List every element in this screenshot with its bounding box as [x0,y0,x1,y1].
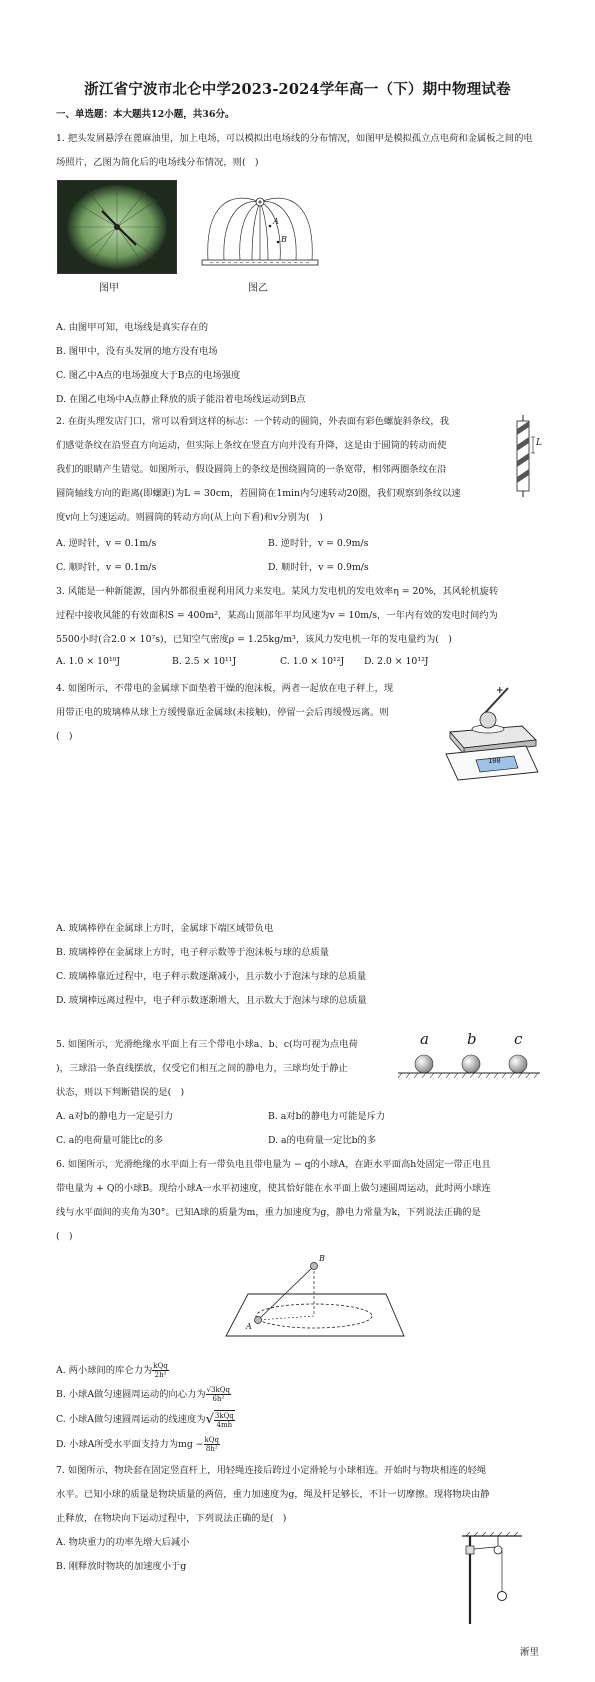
q2-line-1: 2. 在街头理发店门口，常可以看到这样的标志：一个转动的圆筒，外表面有彩色螺旋斜条纹，我 [56,416,449,427]
q2-barber-pole-art [513,415,547,497]
q6-option-c-fraction [214,1412,235,1429]
q7-line-3: 止释放，在物块向下运动过程中，下列说法正确的是( ) [56,1513,287,1524]
q6-option-a-fraction [152,1362,168,1379]
q1-stem: 1. 把头发屑悬浮在蓖麻油里，加上电场，可以模拟出电场线的分布情况，如图甲是模拟孤立点电荷和金属板之间的电场照片，乙图为简化后的电场线分布情况，则( ) [56,133,533,168]
q3-line-1: 3. 风能是一种新能源，国内外都很重视利用风力来发电。某风力发电机的发电效率η = 20%，其风轮机旋转 [56,586,499,597]
q5-ball-a-label: a [420,1030,429,1048]
q2-line-5: 度v向上匀速运动。则圆筒的转动方向(从上向下看)和v分别为( ) [56,512,323,523]
q6-line-1: 6. 如图所示，光滑绝缘的水平面上有一带负电且带电量为 − q的小球A，在距水平面高h处固定一带正电且 [56,1159,491,1170]
page-footer-mark: 淅里 [519,1647,539,1658]
q6-option-a [56,1362,169,1379]
q2-barber-pole [513,415,547,497]
q1-photo [57,180,177,274]
section-heading: 一、单选题：本大题共12小题，共36分。 [56,109,235,120]
q7-pulley-art [462,1532,522,1628]
q3-option-a: A. 1.0 × 10¹⁰J [56,656,121,667]
q2-option-d: D. 顺时针，v = 0.9m/s [268,562,369,573]
q5-option-c: C. a的电荷量可能比c的多 [56,1135,164,1146]
q7-line-2: 水平。已知小球的质量是物块质量的两倍，重力加速度为g，绳及杆足够长，不计一切摩擦。现将物块由静 [56,1489,490,1500]
q1-point-b-label: B [281,235,287,244]
q1-option-a: A. 由图甲可知，电场线是真实存在的 [56,322,209,333]
q6-circular-motion-art [208,1254,408,1340]
q5-option-a: A. a对b的静电力一定是引力 [56,1111,174,1122]
q1-field-diagram [200,180,320,276]
q4-option-b: B. 玻璃棒停在金属球上方时，电子秤示数等于泡沫板与球的总质量 [56,947,330,958]
q1-field-lines [200,180,320,276]
q7-pulley-figure [462,1532,522,1628]
q6-option-b-fraction [206,1386,231,1403]
q2-line-2: 们感觉条纹在沿竖直方向运动，但实际上条纹在竖直方向并没有升降，这是由于圆筒的转动而使 [56,440,447,451]
q4-scale-art [440,684,540,782]
sqrt-icon: √ [205,1412,214,1427]
q6-option-b [56,1386,231,1403]
q4-option-d: D. 玻璃棒远离过程中，电子秤示数逐渐增大，且示数大于泡沫与球的总质量 [56,995,367,1006]
q2-pitch-label: L [536,438,542,448]
q7-option-a: A. 物块重力的功率先增大后减小 [56,1537,190,1548]
q6-ball-a-label: A [246,1322,252,1331]
page-title: 浙江省宁波市北仑中学2023-2024学年高一（下）期中物理试卷 [84,81,511,98]
q4-line-3: ( ) [56,731,73,742]
q5-option-b: B. a对b的静电力可能是斥力 [268,1111,386,1122]
q4-scale-reading: 100 [488,757,501,765]
q4-option-a: A. 玻璃棒停在金属球上方时，金属球下端区域带负电 [56,923,274,934]
q6-line-4: ( ) [56,1231,73,1242]
q4-plus-sign: + [496,686,504,696]
q6-option-d-text: D. 小球A所受水平面支持力为mg − [56,1439,204,1450]
q6-option-c-text: C. 小球A做匀速圆周运动的线速度为 [56,1414,206,1425]
q6-c-numerator: 3kQq [214,1412,234,1420]
q5-line-3: 状态，则以下判断错误的是( ) [56,1087,185,1098]
q1-option-c: C. 图乙中A点的电场强度大于B点的电场强度 [56,370,241,381]
q4-line-1: 4. 如图所示，不带电的金属球下面垫着干燥的泡沫板，两者一起放在电子秤上，现 [56,683,394,694]
q1-fig-b-caption: 图乙 [248,283,268,294]
q6-option-d [56,1436,220,1453]
q2-option-b: B. 逆时针，v = 0.9m/s [268,538,369,549]
q5-balls-figure [398,1030,540,1080]
q3-line-3: 5500小时(合2.0 × 10⁷s)，已知空气密度ρ = 1.25kg/m³，该风力发电机一年的发电量约为( ) [56,634,452,645]
q6-a-denominator: 2h² [154,1371,167,1379]
q1-photo-art [58,181,176,273]
q6-line-2: 带电量为 + Q的小球B。现给小球A一水平初速度，使其恰好能在水平面上做匀速圆周运动，此时两小球连 [56,1183,491,1194]
q5-ball-b-label: b [467,1030,477,1048]
q1-fig-a-caption: 图甲 [99,283,119,294]
q5-ball-c-label: c [514,1030,523,1048]
q4-option-c: C. 玻璃棒靠近过程中，电子秤示数逐渐减小，且示数小于泡沫与球的总质量 [56,971,367,982]
q6-option-a-text: A. 两小球间的库仑力为 [56,1365,153,1376]
q6-option-c [56,1410,235,1429]
q5-line-1: 5. 如图所示，光滑绝缘水平面上有三个带电小球a、b、c(均可视为点电荷 [56,1039,358,1050]
q3-option-c: C. 1.0 × 10¹²J [280,656,345,667]
q5-option-d: D. a的电荷量一定比b的多 [268,1135,377,1146]
q4-scale-figure [440,684,540,782]
q6-b-numerator: √3kQq [206,1386,231,1394]
q6-d-denominator: 8h² [205,1445,218,1453]
q3-line-2: 过程中接收风能的有效面积S = 400m²，某高山顶部年平均风速为v = 10m/s，一年内有效的发电时间约为 [56,610,498,621]
q7-line-1: 7. 如图所示，物块套在固定竖直杆上，用轻绳连接后跨过小定滑轮与小球相连。开始时与物块相连的轻绳 [56,1465,487,1476]
q6-option-d-fraction [204,1436,220,1453]
q2-option-c: C. 顺时针，v = 0.1m/s [56,562,157,573]
q1-point-a-label: A [273,217,279,226]
q6-d-numerator: kQq [204,1436,219,1444]
q6-circular-motion-figure [208,1254,408,1340]
q3-option-b: B. 2.5 × 10¹¹J [172,656,237,667]
q2-line-4: 圆筒轴线方向的距离(即螺距)为L = 30cm，若圆筒在1min内匀速转动20圈，我们观察到条纹以速 [56,488,461,499]
q7-option-b: B. 刚释放时物块的加速度小于g [56,1561,187,1572]
q6-line-3: 线与水平面间的夹角为30°。已知A球的质量为m，重力加速度为g，静电力常量为k，下列说法正确的是 [56,1207,481,1218]
q2-line-3: 我们的眼睛产生错觉。如图所示，假设圆筒上的条纹是围绕圆筒的一条宽带，相邻两圈条纹在沿 [56,464,447,475]
q6-option-c-radicand [214,1410,235,1429]
q6-b-denominator: 6h² [212,1395,225,1403]
q4-line-2: 用带正电的玻璃棒从球上方缓慢靠近金属球(未接触)，停留一会后再缓慢远离。则 [56,707,389,718]
q3-option-d: D. 2.0 × 10¹²J [364,656,429,667]
q6-c-denominator: 4mh [216,1421,233,1429]
q6-option-b-text: B. 小球A做匀速圆周运动的向心力为 [56,1389,206,1400]
q6-a-numerator: kQq [153,1362,168,1370]
q6-ball-b-label: B [319,1254,325,1263]
q2-option-a: A. 逆时针，v = 0.1m/s [56,538,157,549]
q5-line-2: )，三球沿一条直线摆放，仅受它们相互之间的静电力，三球均处于静止 [56,1063,348,1074]
q1-option-b: B. 图甲中，没有头发屑的地方没有电场 [56,346,218,357]
q1-option-d: D. 在图乙电场中A点静止释放的质子能沿着电场线运动到B点 [56,394,306,405]
